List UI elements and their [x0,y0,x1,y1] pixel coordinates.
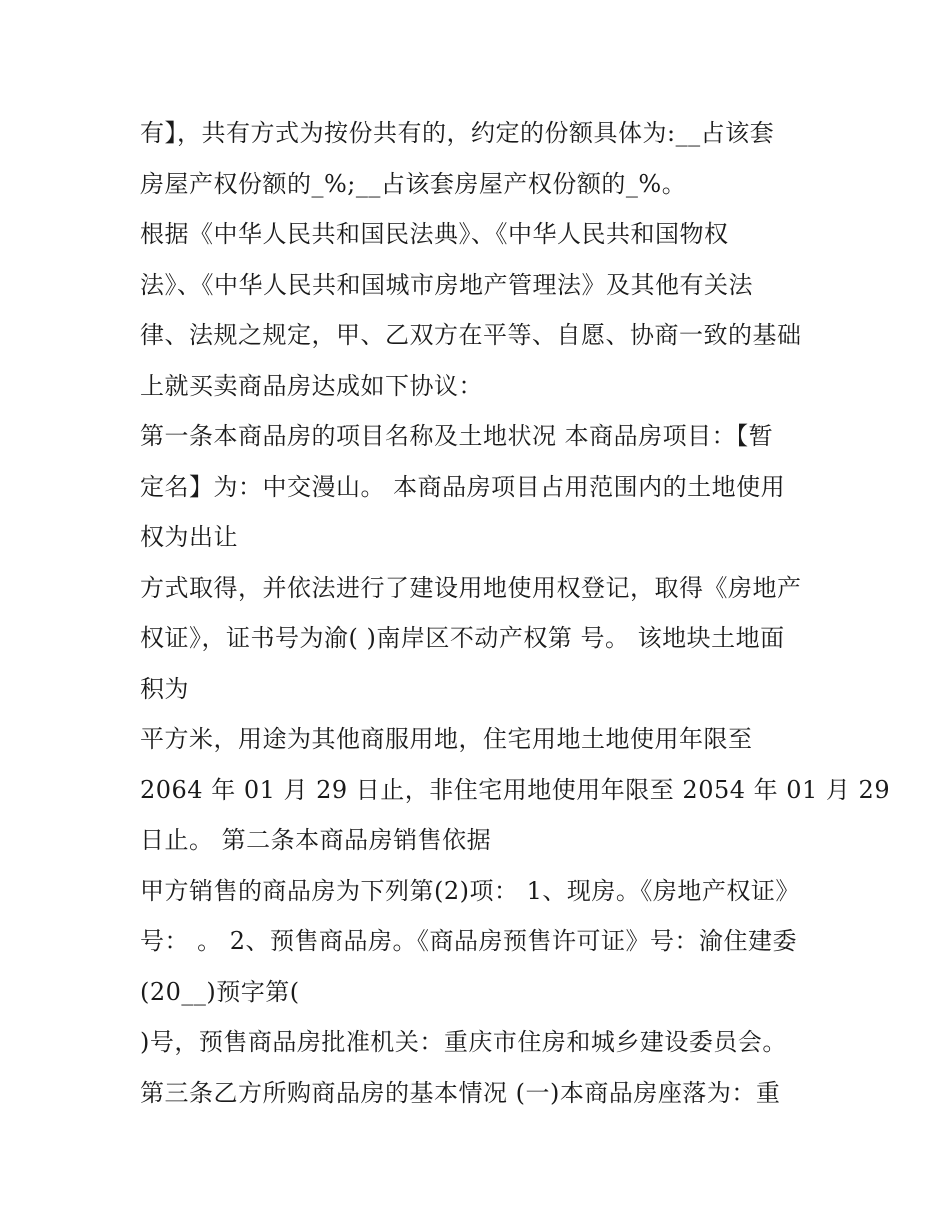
text-line-18: (20__)预字第( [140,977,300,1006]
text-line-12: 积为 [140,674,189,703]
text-line-9: 权为出让 [140,523,238,551]
text-line-14: 2064 年 01 月 29 日止，非住宅用地使用年限至 2054 年 01 月 29 [140,775,891,804]
text-line-1: 有】，共有方式为按份共有的，约定的份额具体为:__占该套 [140,119,775,147]
text-line-20: 第三条乙方所购商品房的基本情况 (一)本商品房座落为：重 [140,1078,781,1107]
text-line-15: 日止。 第二条本商品房销售依据 [140,826,492,854]
text-line-16: 甲方销售的商品房为下列第(2)项： 1、现房。《房地产权证》 [140,876,800,905]
text-line-3: 根据《中华人民共和国民法典》、《中华人民共和国物权 [140,220,729,248]
text-line-19: )号，预售商品房批准机关：重庆市住房和城乡建设委员会。 [140,1028,787,1056]
text-line-4: 法》、《中华人民共和国城市房地产管理法》及其他有关法 [140,270,753,299]
text-line-11: 权证》，证书号为渝( )南岸区不动产权第 号。 该地块土地面 [140,624,785,652]
text-line-17: 号： 。 2、预售商品房。《商品房预售许可证》号：渝住建委 [140,927,798,955]
text-line-5: 律、法规之规定，甲、乙双方在平等、自愿、协商一致的基础 [140,321,802,349]
text-line-10: 方式取得，并依法进行了建设用地使用权登记，取得《房地产 [140,573,802,602]
text-line-8: 定名】为：中交漫山。 本商品房项目占用范围内的土地使用 [140,472,786,501]
text-line-7: 第一条本商品房的项目名称及土地状况 本商品房项目：【暂 [140,422,774,450]
text-line-2: 房屋产权份额的_%;__占该套房屋产权份额的_%。 [140,169,687,198]
text-line-13: 平方米，用途为其他商服用地，住宅用地土地使用年限至 [140,725,753,753]
contract-text-block [140,108,891,1118]
text-line-6: 上就买卖商品房达成如下协议： [140,371,483,400]
